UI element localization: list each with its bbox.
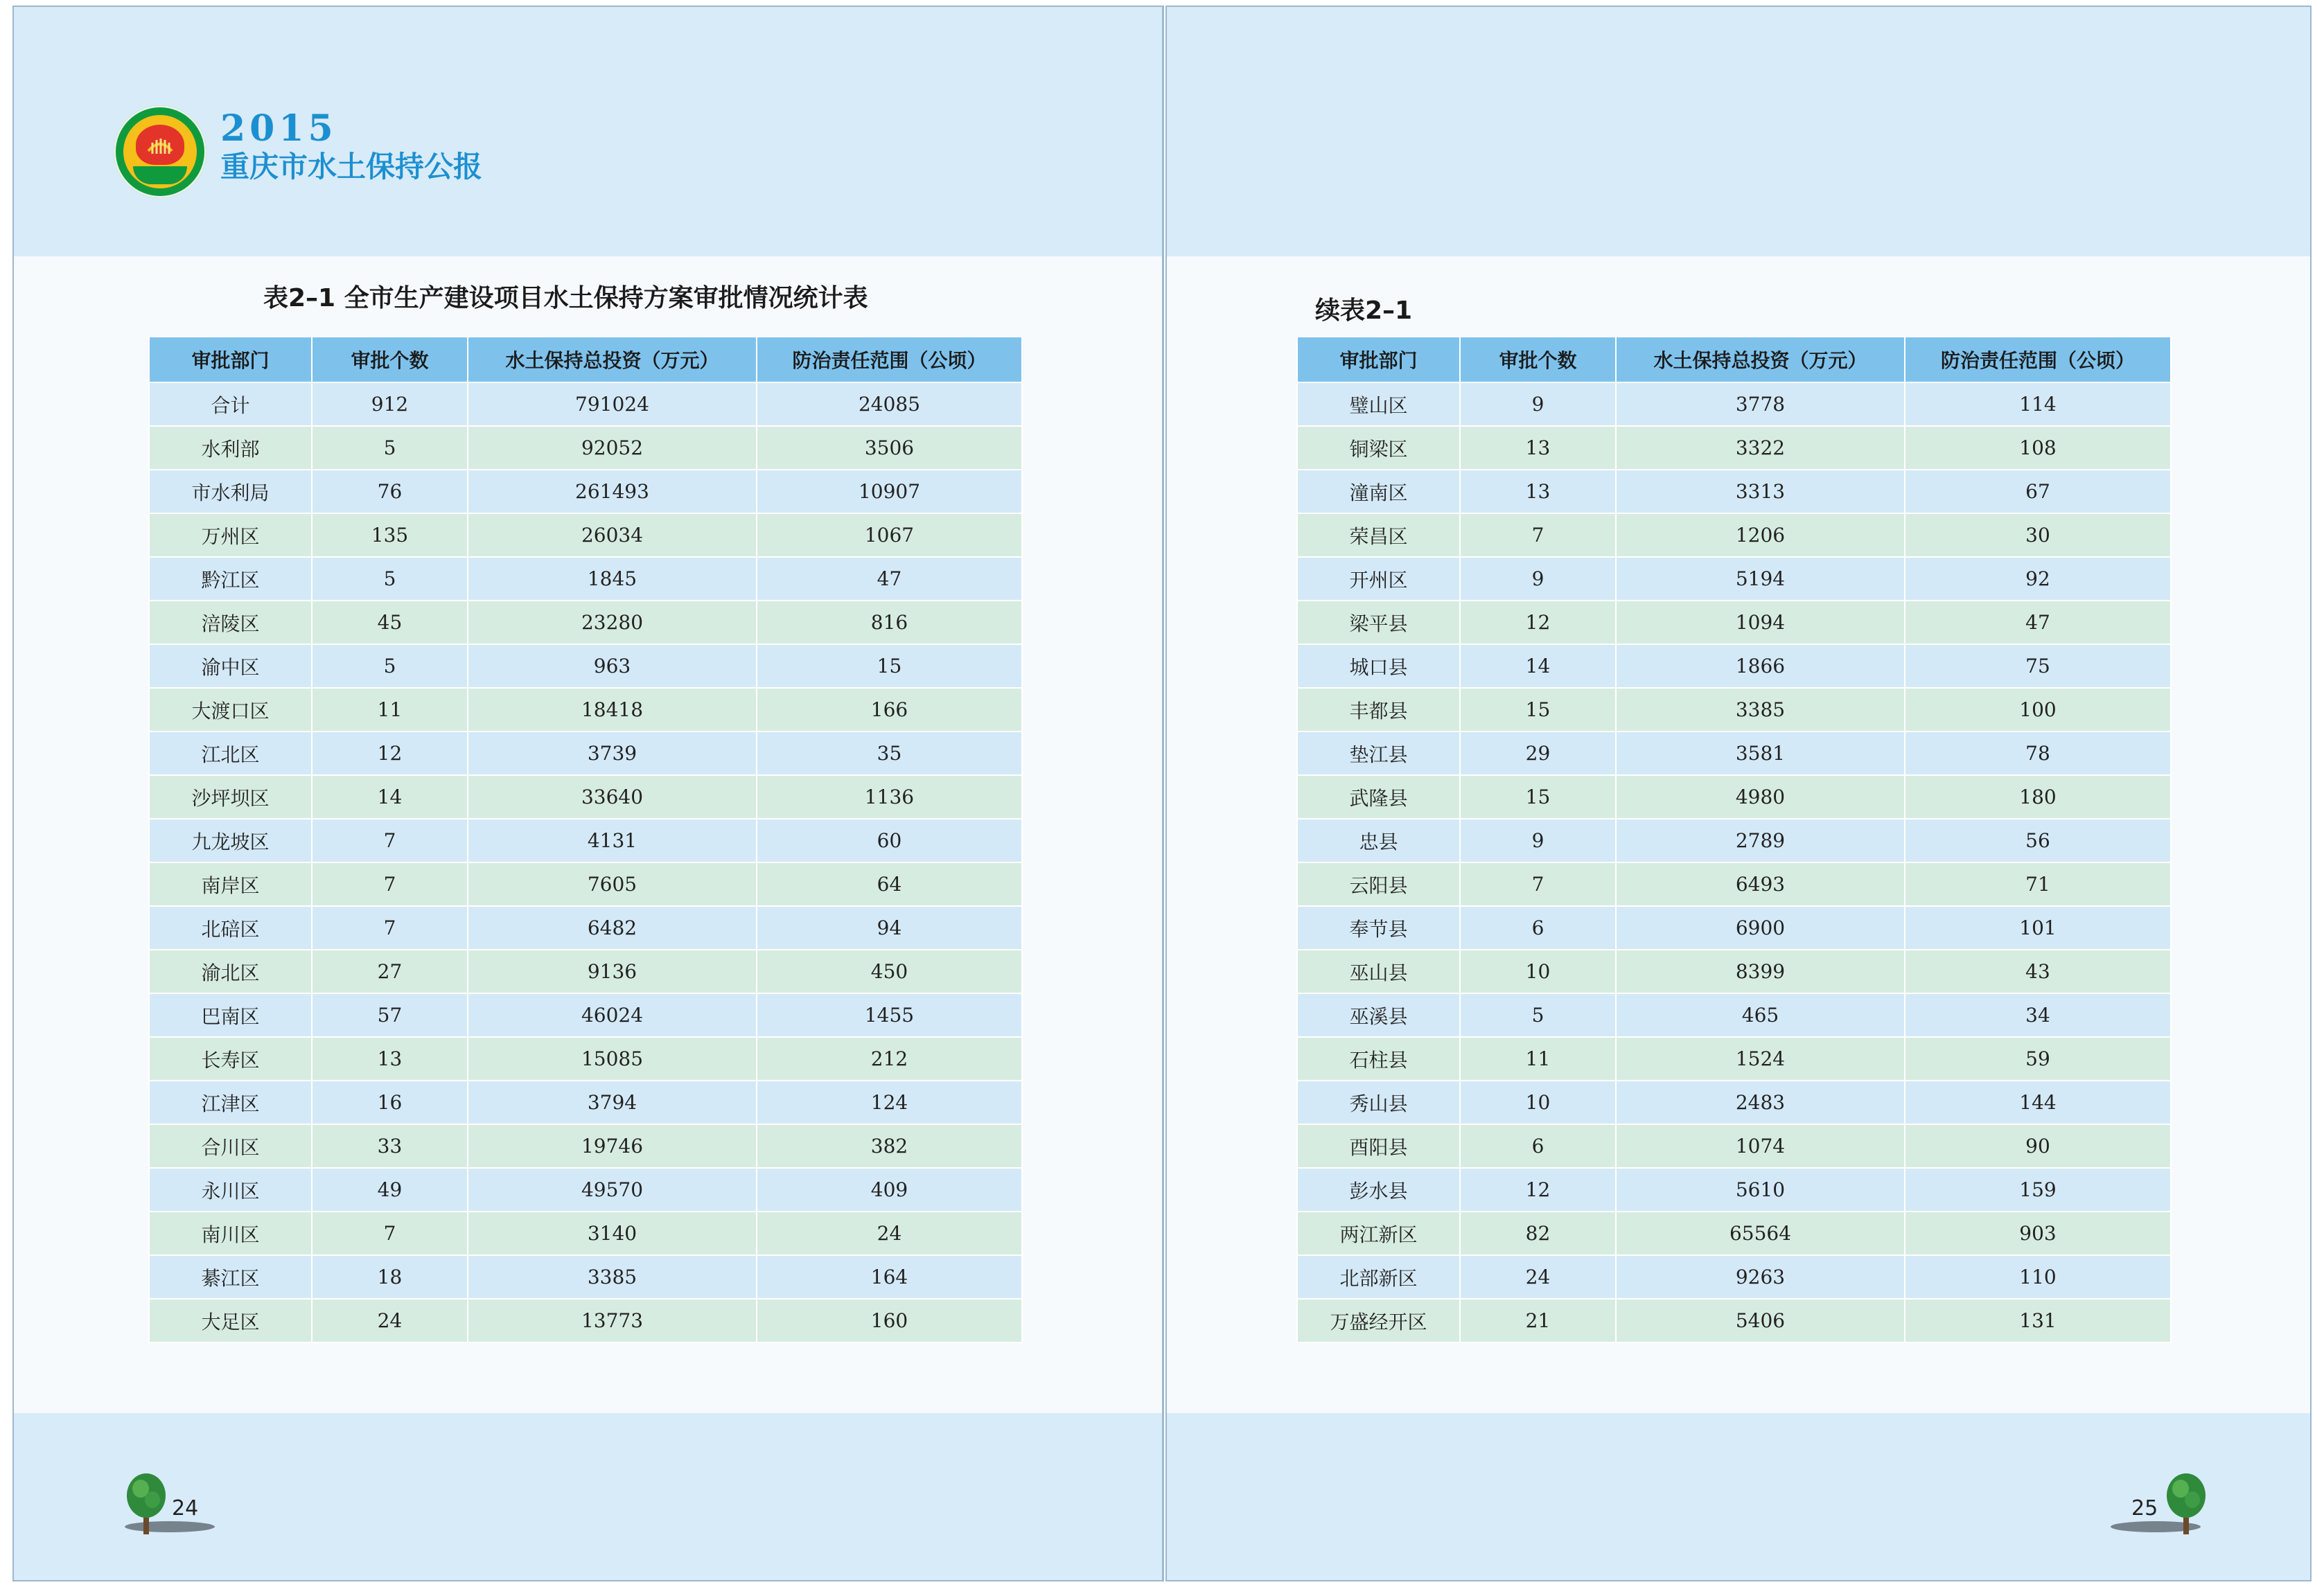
cell-investment: 19746: [468, 1124, 757, 1168]
cell-investment: 49570: [468, 1168, 757, 1212]
cell-department: 忠县: [1297, 819, 1460, 862]
table-row: [1297, 906, 2171, 950]
table-row: [1297, 688, 2171, 732]
table-continued-caption: 续表2–1: [1315, 296, 1413, 325]
cell-approval-count: 6: [1460, 1124, 1616, 1168]
cell-investment: 46024: [468, 993, 757, 1037]
cell-department: 合计: [149, 382, 312, 426]
cell-department: 江北区: [149, 732, 312, 775]
page-number: 24: [172, 1496, 199, 1520]
table-row: [149, 993, 1022, 1037]
cell-approval-count: 82: [1460, 1212, 1616, 1255]
table-row: [149, 644, 1022, 688]
cell-responsibility-area: 75: [1905, 644, 2171, 688]
cell-department: 秀山县: [1297, 1081, 1460, 1124]
table-row: [1297, 1081, 2171, 1124]
cell-approval-count: 5: [312, 644, 468, 688]
cell-approval-count: 9: [1460, 557, 1616, 601]
cell-responsibility-area: 43: [1905, 950, 2171, 993]
cell-approval-count: 9: [1460, 382, 1616, 426]
cell-approval-count: 10: [1460, 1081, 1616, 1124]
soil-water-conservation-logo-icon: [114, 105, 206, 198]
cell-approval-count: 13: [312, 1037, 468, 1081]
cell-investment: 15085: [468, 1037, 757, 1081]
cell-responsibility-area: 10907: [757, 470, 1022, 513]
cell-investment: 791024: [468, 382, 757, 426]
table-row: [149, 601, 1022, 644]
cell-department: 綦江区: [149, 1255, 312, 1299]
cell-department: 大足区: [149, 1299, 312, 1342]
table-row: [1297, 601, 2171, 644]
cell-investment: 1206: [1616, 513, 1905, 557]
column-header-department: 审批部门: [1297, 337, 1460, 382]
cell-investment: 3794: [468, 1081, 757, 1124]
cell-responsibility-area: 3506: [757, 426, 1022, 470]
cell-responsibility-area: 90: [1905, 1124, 2171, 1168]
cell-investment: 4980: [1616, 775, 1905, 819]
cell-approval-count: 14: [1460, 644, 1616, 688]
cell-approval-count: 29: [1460, 732, 1616, 775]
cell-investment: 23280: [468, 601, 757, 644]
cell-approval-count: 13: [1460, 470, 1616, 513]
cell-department: 两江新区: [1297, 1212, 1460, 1255]
table-row: [149, 1037, 1022, 1081]
cell-department: 璧山区: [1297, 382, 1460, 426]
cell-department: 北部新区: [1297, 1255, 1460, 1299]
table-row: [149, 688, 1022, 732]
table-row: [149, 1212, 1022, 1255]
cell-approval-count: 33: [312, 1124, 468, 1168]
cell-investment: 6482: [468, 906, 757, 950]
cell-responsibility-area: 160: [757, 1299, 1022, 1342]
page-number: 25: [2131, 1496, 2158, 1520]
cell-responsibility-area: 382: [757, 1124, 1022, 1168]
table-row: [149, 775, 1022, 819]
cell-investment: 2483: [1616, 1081, 1905, 1124]
cell-approval-count: 14: [312, 775, 468, 819]
cell-responsibility-area: 409: [757, 1168, 1022, 1212]
column-header-area: 防治责任范围（公顷）: [1905, 337, 2171, 382]
cell-responsibility-area: 24085: [757, 382, 1022, 426]
cell-approval-count: 7: [312, 862, 468, 906]
cell-department: 渝北区: [149, 950, 312, 993]
cell-investment: 3313: [1616, 470, 1905, 513]
table-row: [149, 470, 1022, 513]
cell-department: 云阳县: [1297, 862, 1460, 906]
cell-investment: 1094: [1616, 601, 1905, 644]
table-row: [1297, 426, 2171, 470]
cell-department: 南岸区: [149, 862, 312, 906]
table-row: [149, 950, 1022, 993]
cell-department: 城口县: [1297, 644, 1460, 688]
cell-approval-count: 10: [1460, 950, 1616, 993]
cell-investment: 3140: [468, 1212, 757, 1255]
cell-responsibility-area: 94: [757, 906, 1022, 950]
cell-approval-count: 9: [1460, 819, 1616, 862]
cell-approval-count: 45: [312, 601, 468, 644]
column-header-investment: 水土保持总投资（万元）: [468, 337, 757, 382]
cell-department: 北碚区: [149, 906, 312, 950]
cell-investment: 6900: [1616, 906, 1905, 950]
cell-department: 彭水县: [1297, 1168, 1460, 1212]
cell-approval-count: 5: [312, 426, 468, 470]
cell-investment: 3778: [1616, 382, 1905, 426]
cell-responsibility-area: 101: [1905, 906, 2171, 950]
table-row: [1297, 1168, 2171, 1212]
cell-responsibility-area: 1136: [757, 775, 1022, 819]
cell-responsibility-area: 212: [757, 1037, 1022, 1081]
cell-responsibility-area: 100: [1905, 688, 2171, 732]
cell-responsibility-area: 1067: [757, 513, 1022, 557]
cell-department: 黔江区: [149, 557, 312, 601]
cell-department: 潼南区: [1297, 470, 1460, 513]
cell-responsibility-area: 92: [1905, 557, 2171, 601]
cell-investment: 3322: [1616, 426, 1905, 470]
cell-approval-count: 11: [1460, 1037, 1616, 1081]
cell-department: 铜梁区: [1297, 426, 1460, 470]
cell-department: 江津区: [149, 1081, 312, 1124]
cell-department: 水利部: [149, 426, 312, 470]
column-header-investment: 水土保持总投资（万元）: [1616, 337, 1905, 382]
table-header-row: [149, 337, 1022, 382]
cell-department: 沙坪坝区: [149, 775, 312, 819]
cell-department: 长寿区: [149, 1037, 312, 1081]
cell-responsibility-area: 64: [757, 862, 1022, 906]
cell-responsibility-area: 47: [1905, 601, 2171, 644]
cell-department: 垫江县: [1297, 732, 1460, 775]
cell-responsibility-area: 903: [1905, 1212, 2171, 1255]
report-year: 2015: [220, 107, 337, 150]
cell-approval-count: 18: [312, 1255, 468, 1299]
column-header-department: 审批部门: [149, 337, 312, 382]
cell-department: 荣昌区: [1297, 513, 1460, 557]
cell-responsibility-area: 35: [757, 732, 1022, 775]
cell-approval-count: 12: [1460, 601, 1616, 644]
cell-responsibility-area: 124: [757, 1081, 1022, 1124]
cell-department: 奉节县: [1297, 906, 1460, 950]
table-row: [149, 1124, 1022, 1168]
cell-department: 酉阳县: [1297, 1124, 1460, 1168]
cell-approval-count: 21: [1460, 1299, 1616, 1342]
cell-approval-count: 12: [312, 732, 468, 775]
cell-investment: 33640: [468, 775, 757, 819]
cell-approval-count: 7: [312, 906, 468, 950]
cell-approval-count: 27: [312, 950, 468, 993]
column-header-count: 审批个数: [312, 337, 468, 382]
cell-investment: 9263: [1616, 1255, 1905, 1299]
cell-responsibility-area: 180: [1905, 775, 2171, 819]
cell-approval-count: 15: [1460, 775, 1616, 819]
cell-investment: 9136: [468, 950, 757, 993]
cell-department: 涪陵区: [149, 601, 312, 644]
table-row: [1297, 1212, 2171, 1255]
cell-approval-count: 7: [312, 819, 468, 862]
cell-responsibility-area: 816: [757, 601, 1022, 644]
table-row: [149, 906, 1022, 950]
cell-approval-count: 24: [312, 1299, 468, 1342]
cell-investment: 261493: [468, 470, 757, 513]
cell-approval-count: 7: [1460, 513, 1616, 557]
cell-investment: 7605: [468, 862, 757, 906]
cell-approval-count: 135: [312, 513, 468, 557]
cell-approval-count: 49: [312, 1168, 468, 1212]
cell-responsibility-area: 131: [1905, 1299, 2171, 1342]
report-title: 重庆市水土保持公报: [220, 150, 483, 184]
table-row: [149, 1168, 1022, 1212]
cell-investment: 1866: [1616, 644, 1905, 688]
cell-investment: 18418: [468, 688, 757, 732]
book-spine: [1162, 6, 1164, 1581]
cell-responsibility-area: 30: [1905, 513, 2171, 557]
cell-investment: 1074: [1616, 1124, 1905, 1168]
cell-approval-count: 24: [1460, 1255, 1616, 1299]
cell-approval-count: 11: [312, 688, 468, 732]
tree-icon: [122, 1472, 170, 1538]
cell-department: 市水利局: [149, 470, 312, 513]
table-row: [149, 557, 1022, 601]
table-row: [1297, 1255, 2171, 1299]
table-row: [1297, 819, 2171, 862]
cell-investment: 13773: [468, 1299, 757, 1342]
cell-department: 武隆县: [1297, 775, 1460, 819]
cell-department: 石柱县: [1297, 1037, 1460, 1081]
table-row: [1297, 1124, 2171, 1168]
cell-responsibility-area: 47: [757, 557, 1022, 601]
cell-approval-count: 16: [312, 1081, 468, 1124]
cell-responsibility-area: 114: [1905, 382, 2171, 426]
cell-investment: 1845: [468, 557, 757, 601]
tree-icon: [2162, 1472, 2210, 1538]
table-header-row: [1297, 337, 2171, 382]
approval-stats-table-continued: [1296, 336, 2172, 1343]
cell-approval-count: 57: [312, 993, 468, 1037]
cell-department: 丰都县: [1297, 688, 1460, 732]
cell-approval-count: 15: [1460, 688, 1616, 732]
cell-approval-count: 12: [1460, 1168, 1616, 1212]
cell-investment: 963: [468, 644, 757, 688]
cell-department: 万盛经开区: [1297, 1299, 1460, 1342]
cell-responsibility-area: 110: [1905, 1255, 2171, 1299]
cell-investment: 4131: [468, 819, 757, 862]
cell-responsibility-area: 78: [1905, 732, 2171, 775]
table-row: [149, 513, 1022, 557]
cell-responsibility-area: 60: [757, 819, 1022, 862]
cell-department: 开州区: [1297, 557, 1460, 601]
cell-approval-count: 5: [1460, 993, 1616, 1037]
column-header-area: 防治责任范围（公顷）: [757, 337, 1022, 382]
cell-responsibility-area: 108: [1905, 426, 2171, 470]
cell-approval-count: 5: [312, 557, 468, 601]
table-row: [1297, 1299, 2171, 1342]
cell-investment: 5194: [1616, 557, 1905, 601]
cell-investment: 2789: [1616, 819, 1905, 862]
approval-stats-table: [148, 336, 1023, 1343]
cell-investment: 465: [1616, 993, 1905, 1037]
cell-responsibility-area: 450: [757, 950, 1022, 993]
table-row: [1297, 382, 2171, 426]
table-row: [149, 862, 1022, 906]
cell-department: 合川区: [149, 1124, 312, 1168]
cell-department: 梁平县: [1297, 601, 1460, 644]
table-row: [1297, 775, 2171, 819]
cell-responsibility-area: 71: [1905, 862, 2171, 906]
table-row: [1297, 732, 2171, 775]
cell-department: 南川区: [149, 1212, 312, 1255]
cell-approval-count: 6: [1460, 906, 1616, 950]
cell-department: 渝中区: [149, 644, 312, 688]
table-row: [1297, 470, 2171, 513]
cell-responsibility-area: 164: [757, 1255, 1022, 1299]
cell-responsibility-area: 59: [1905, 1037, 2171, 1081]
table-row: [149, 426, 1022, 470]
table-row: [1297, 557, 2171, 601]
cell-investment: 3385: [1616, 688, 1905, 732]
table-row: [1297, 950, 2171, 993]
cell-approval-count: 7: [1460, 862, 1616, 906]
cell-responsibility-area: 56: [1905, 819, 2171, 862]
cell-department: 巫溪县: [1297, 993, 1460, 1037]
table-row: [1297, 1037, 2171, 1081]
cell-investment: 5610: [1616, 1168, 1905, 1212]
cell-approval-count: 912: [312, 382, 468, 426]
table-row: [149, 732, 1022, 775]
cell-department: 九龙坡区: [149, 819, 312, 862]
table-row: [149, 382, 1022, 426]
cell-approval-count: 76: [312, 470, 468, 513]
cell-investment: 3385: [468, 1255, 757, 1299]
cell-investment: 3581: [1616, 732, 1905, 775]
cell-investment: 6493: [1616, 862, 1905, 906]
table-row: [149, 819, 1022, 862]
cell-responsibility-area: 67: [1905, 470, 2171, 513]
cell-investment: 1524: [1616, 1037, 1905, 1081]
cell-approval-count: 13: [1460, 426, 1616, 470]
table-row: [1297, 993, 2171, 1037]
cell-department: 巫山县: [1297, 950, 1460, 993]
cell-investment: 5406: [1616, 1299, 1905, 1342]
cell-department: 巴南区: [149, 993, 312, 1037]
cell-department: 万州区: [149, 513, 312, 557]
table-caption: 表2–1 全市生产建设项目水土保持方案审批情况统计表: [263, 284, 868, 312]
cell-department: 大渡口区: [149, 688, 312, 732]
table-row: [149, 1081, 1022, 1124]
cell-responsibility-area: 144: [1905, 1081, 2171, 1124]
cell-approval-count: 7: [312, 1212, 468, 1255]
cell-investment: 3739: [468, 732, 757, 775]
table-row: [149, 1299, 1022, 1342]
cell-investment: 26034: [468, 513, 757, 557]
cell-department: 永川区: [149, 1168, 312, 1212]
table-row: [1297, 644, 2171, 688]
table-row: [149, 1255, 1022, 1299]
table-row: [1297, 513, 2171, 557]
cell-investment: 65564: [1616, 1212, 1905, 1255]
column-header-count: 审批个数: [1460, 337, 1616, 382]
cell-investment: 92052: [468, 426, 757, 470]
cell-responsibility-area: 34: [1905, 993, 2171, 1037]
cell-responsibility-area: 24: [757, 1212, 1022, 1255]
cell-responsibility-area: 15: [757, 644, 1022, 688]
cell-investment: 8399: [1616, 950, 1905, 993]
table-row: [1297, 862, 2171, 906]
cell-responsibility-area: 159: [1905, 1168, 2171, 1212]
cell-responsibility-area: 1455: [757, 993, 1022, 1037]
cell-responsibility-area: 166: [757, 688, 1022, 732]
